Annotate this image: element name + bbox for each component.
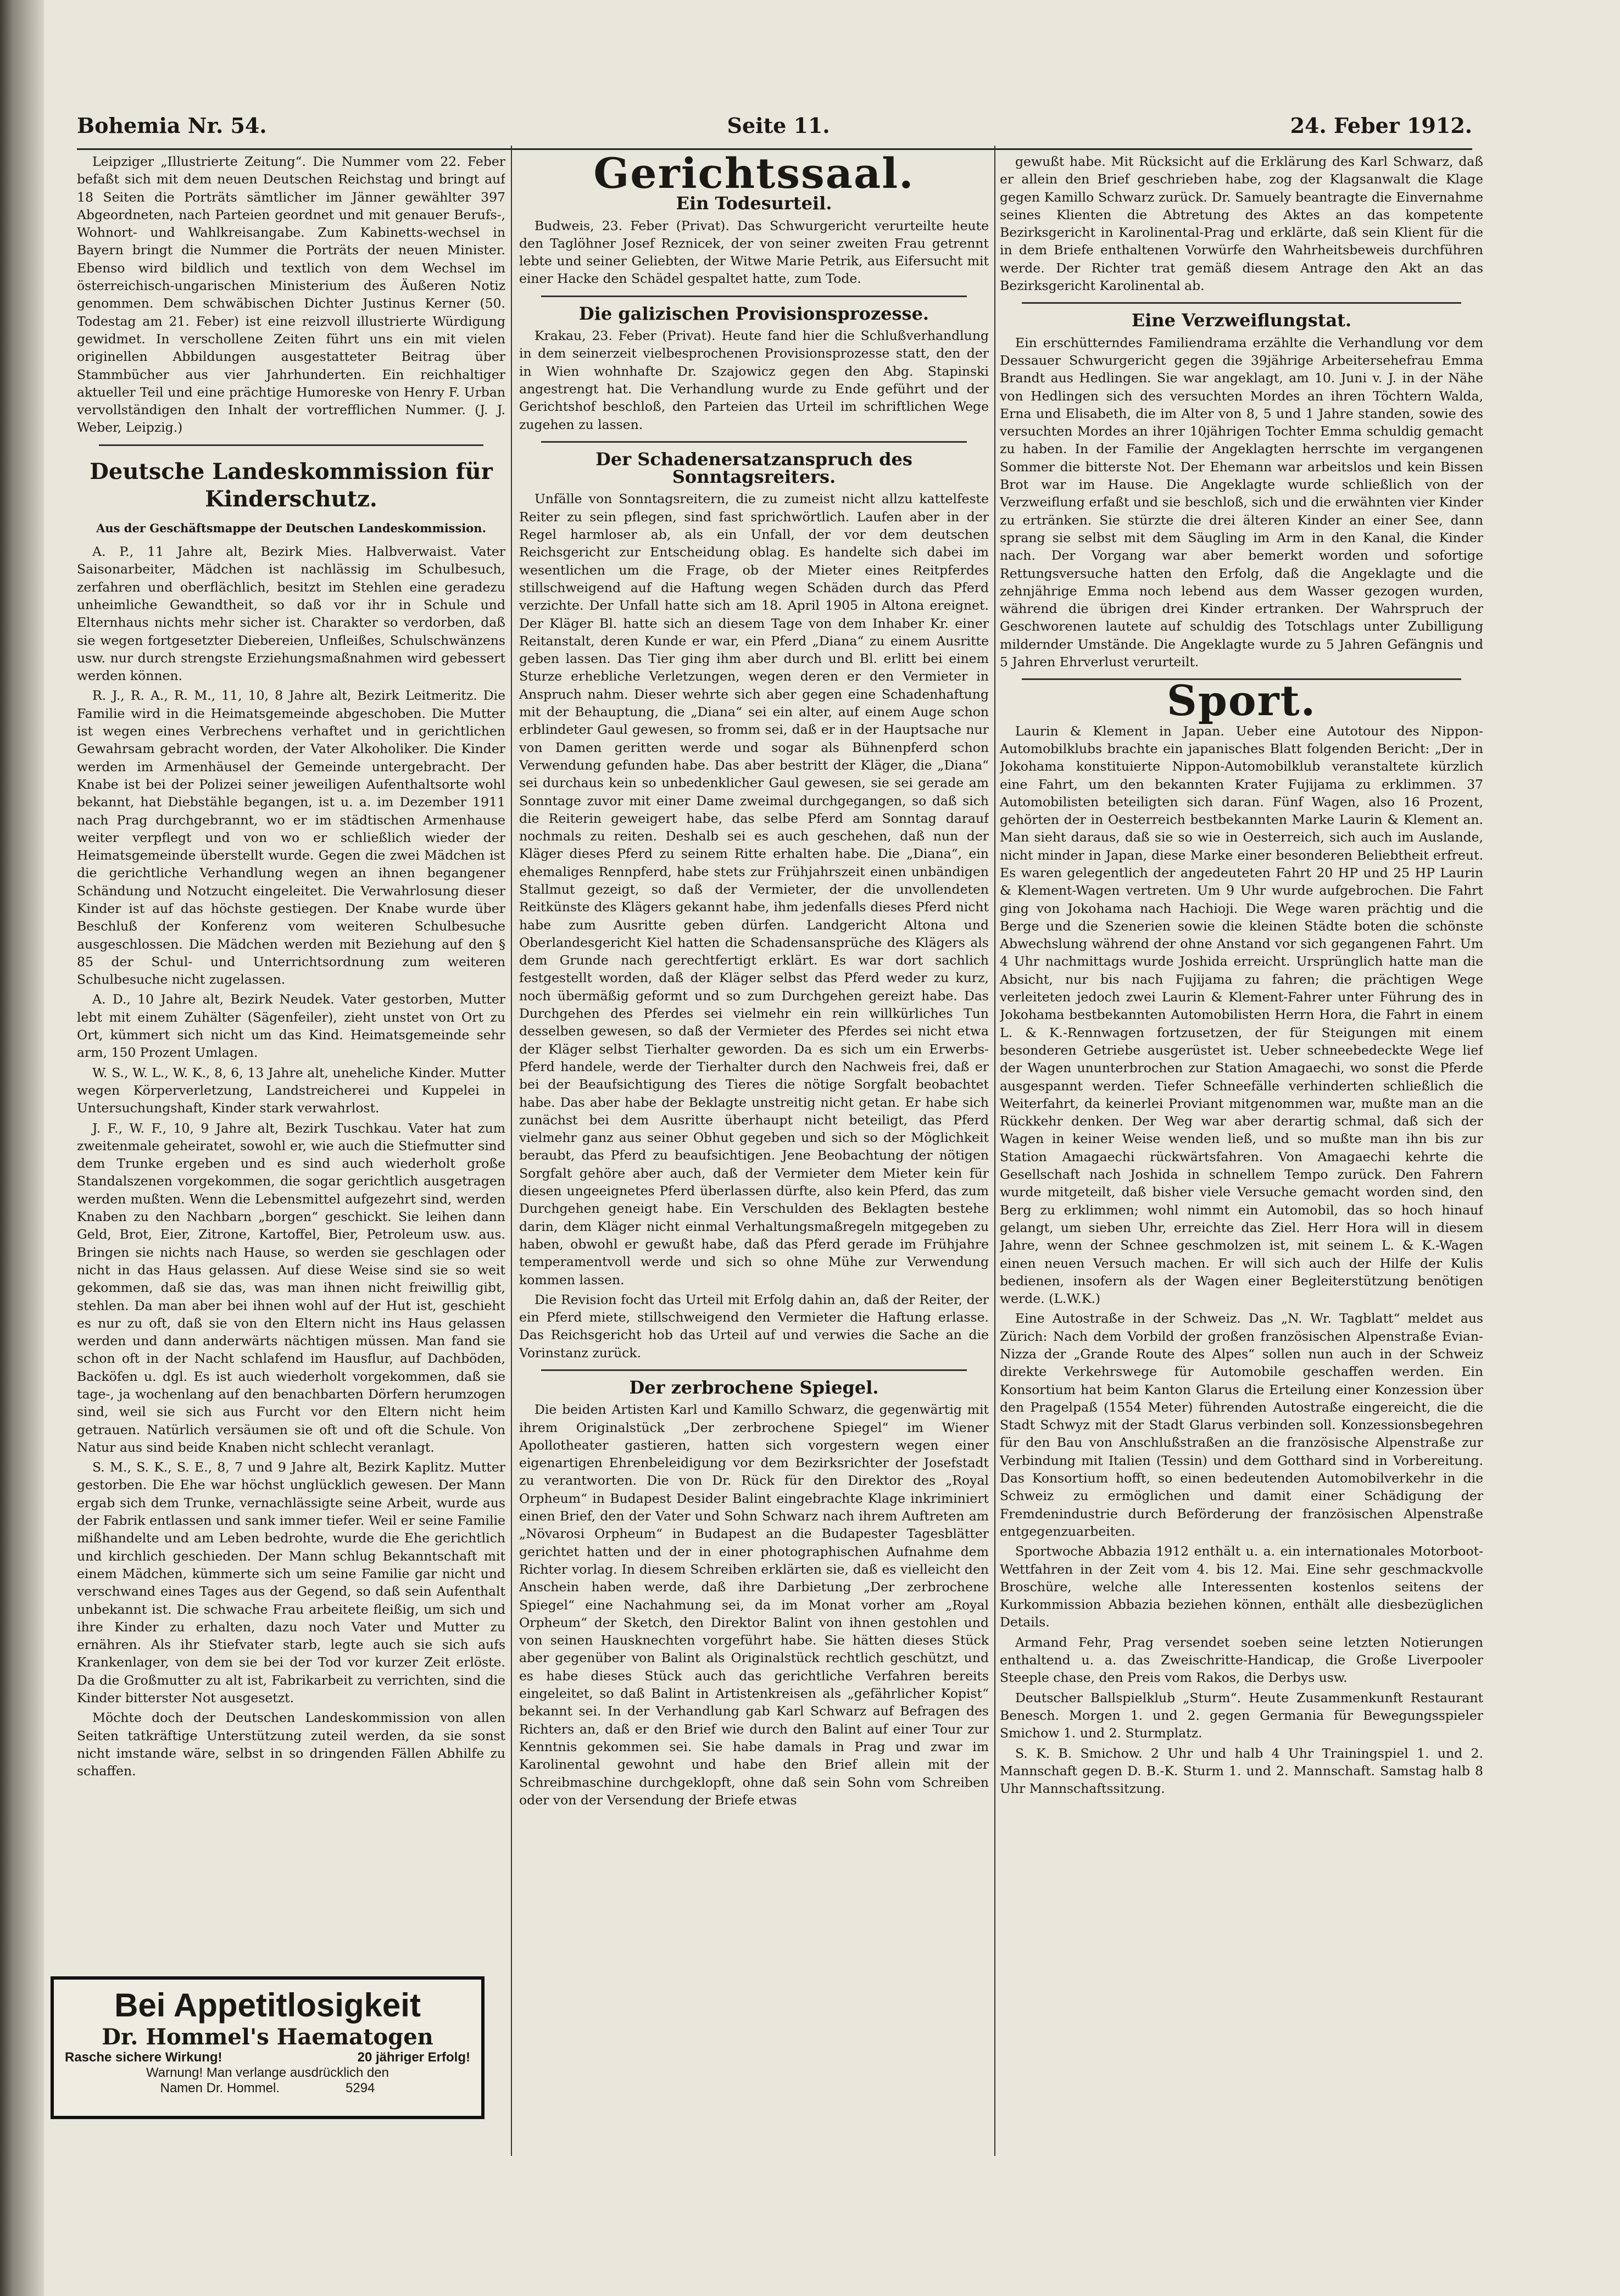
divider [541,1369,967,1371]
header-date: 24. Feber 1912. [1290,113,1472,138]
ad-claim-right: 20 jähriger Erfolg! [357,2050,470,2065]
masthead [77,109,1472,150]
headline-todesurteil: Ein Todesurteil. [676,193,832,214]
headline-sonntagsreiter: Der Schadenersatzanspruch des Sonntagsreiters. [595,448,912,488]
sport-paragraph: Sportwoche Abbazia 1912 enthält u. a. ein internationales Motorboot-Wettfahren in der Zeit vom 4. bis 12. Mai. Eine sehr geschmackvolle Broschüre, welche alle Interessenten kostenlos seitens der Kurkommission Abbazia beziehen können, enthält alle diesbezüglichen Details. [1000,1543,1483,1630]
section-title-gerichtssaal: Gerichtssaal. [593,153,915,198]
header-left: Bohemia Nr. 54. [77,113,267,138]
sport-paragraph: S. K. B. Smichow. 2 Uhr und halb 4 Uhr Trainingspiel 1. und 2. Mannschaft gegen D. B.-K. Sturm 1. und 2. Mannschaft. Samstag halb 8 Uhr Mannschaftssitzung. [1000,1745,1483,1797]
headline-kinderschutz: Deutsche Landeskommission für Kinderschutz. [90,458,493,512]
case-paragraph: J. F., W. F., 10, 9 Jahre alt, Bezirk Tuschkau. Vater hat zum zweitenmale geheiratet, sowohl er, wie auch die Stiefmutter sind dem Trunke ergeben und es sind auch wiederholt große Standalszenen vorgekommen, die sogar gerichtlich ausgetragen werden mußten. Wenn die Lebensmittel aufgezehrt sind, werden Knaben zu den Nachbarn „borgen“ geschickt. Sie leihen dann Geld, Brot, Eier, Zitrone, Kartoffel, Bier, Petroleum usw. aus. Bringen sie nichts nach Hause, so werden sie geschlagen oder nicht in das Haus gelassen. Auf diese Weise sind sie so weit gekommen, daß sie das, was man ihnen nicht freiwillig gibt, stehlen. Da man aber bei ihnen wohl auf der Hut ist, geschieht es nur zu oft, daß sie von den Eltern nicht ins Haus gelassen werden und dann anderwärts nächtigen müssen. Man fand sie schon oft in der Nacht schlafend im Hausflur, auf Dachböden, Backöfen u. dgl. Es ist auch wiederholt vorgekommen, daß sie tage-, ja wochenlang auf den benachbarten Dörfern herumzogen sind, weil sie sich aus Furcht vor den Eltern nicht heim getrauen. Natürlich versäumen sie oft und oft die Schule. Von Natur aus sind beide Knaben nicht schlecht veranlagt. [77,1120,505,1455]
article-paragraph: gewußt habe. Mit Rücksicht auf die Erklärung des Karl Schwarz, daß er allein den Brief geschrieben habe, zog der Klagsanwalt die Klage gegen Kamillo Schwarz zurück. Dr. Samuely beantragte die Einvernahme seines Klienten die Abtretung des Aktes an das kompetente Bezirksgericht in Karolinental-Prag und erklärte, daß sein Klient für die in dem Briefe enthaltenen Vorwürfe den Wahrheitsbeweis durchführen werde. Der Richter trat gemäß diesem Antrage den Akt an das Bezirksgericht Karolinental ab. [1000,154,1483,294]
headline-provisionsprozesse: Die galizischen Provisionsprozesse. [578,303,929,324]
page-binding-edge [0,0,44,2296]
appeal-paragraph: Möchte doch der Deutschen Landeskommission von allen Seiten tatkräftige Unterstützung zuteil werden, da sie sonst nicht imstande wäre, selbst in so dringenden Fällen Abhilfe zu schaffen. [77,1710,505,1779]
headline-spiegel: Der zerbrochene Spiegel. [629,1377,879,1398]
case-paragraph: W. S., W. L., W. K., 8, 6, 13 Jahre alt, uneheliche Kinder. Mutter wegen Körperverletzung, Landstreicherei und Kuppelei in Untersuchungshaft, Kinder stark verwahrlost. [77,1065,505,1116]
case-paragraph: A. D., 10 Jahre alt, Bezirk Neudek. Vater gestorben, Mutter lebt mit einem Zuhälter (Sägenfeiler), zieht unstet von Ort zu Ort, kümmert sich nicht um das Kind. Heimatsgemeinde sehr arm, 150 Prozent Umlagen. [77,991,505,1061]
ad-footer [65,2081,470,2096]
sport-paragraph: Laurin & Klement in Japan. Ueber eine Autotour des Nippon-Automobilklubs brachte ein japanisches Blatt folgenden Bericht: „Der in Jokohama konstituierte Nippon-Automobilklub veranstaltete kürzlich eine Fahrt, um den bekannten Krater Fujijama zu erklimmen. 37 Automobilisten beteiligten sich daran. Fünf Wagen, also 16 Prozent, gehörten der in Oesterreich bestbekannten Marke Laurin & Klement an. Man sieht daraus, daß sie so wie in Oesterreich, sich auch im Auslande, nicht minder in Japan, diese Marke einer besonderen Beliebtheit erfreut. Es waren gelegentlich der angedeuteten Fahrt 20 HP und 25 HP Laurin & Klement-Wagen vertreten. Um 9 Uhr wurde aufgebrochen. Die Fahrt ging von Jokohama nach Hachioji. Die Wege waren prächtig und die Berge und die Szenerien sowie die kleinen Städte boten die schönste Abwechslung während der ohne Anstand vor sich gegangenen Fahrt. Um 4 Uhr nachmittags wurde Joshida erreicht. Ursprünglich hatte man die Absicht, nur bis nach Fujijama zu fahren; die prächtigen Wege verleiteten jedoch zwei Laurin & Klement-Fahrer unter Führung des in Jokohama bestbekannten Automobilisten Herrn Hora, die Fahrt in einem L. & K.-Rennwagen fortzusetzen, der für Steigungen mit einem besonderen Getriebe ausgerüstet ist. Ueber schneebedeckte Wege lief der Wagen ununterbrochen zur Station Amagaechi, wo sonst die Pferde ausgespannt werden. Tiefer Schneefälle verhinderten schließlich die Weiterfahrt, da keinerlei Proviant mitgenommen war, mußte man an die Rückkehr denken. Der Weg war aber derartig schmal, daß sich der Wagen in keiner Weise wenden ließ, und so mußte man ihn bis zur Station Amagaechi rückwärtsfahren. Von Amagaechi kehrte die Gesellschaft nach Joshida in schnellem Tempo zurück. Den Fahrern wurde mitgeteilt, daß bisher viele Versuche gemacht worden sind, den Berg zu erklimmen; wohl nimmt ein Automobil, das so hoch hinauf gelangt, um sieben Uhr, erreichte das Ziel. Herr Hora will in diesem Jahre, wenn der Schnee geschmolzen ist, mit seinem L. & K.-Wagen einen neuen Versuch machen. Er will sich auch der Hilfe der Kulis bedienen, insofern als der Wagen einer Begleiterstützung benötigen werde. (L.W.K.) [1000,723,1483,1307]
ad-product: Dr. Hommel's Haematogen [102,2024,433,2050]
article-paragraph: Krakau, 23. Feber (Privat). Heute fand hier die Schlußverhandlung in dem seinerzeit vielbesprochenen Provisionsprozesse statt, den der in Wien wohnhafte Dr. Szajowicz gegen den Abg. Stapinski angestrengt hat. Die Verhandlung wurde zu Ende geführt und der Gerichtshof beschloß, den Parteien das Urteil im schriftlichen Wege zugehen zu lassen. [519,328,989,432]
divider [541,441,967,443]
column-1 [77,153,505,2130]
subheadline-kinderschutz: Aus der Geschäftsmappe der Deutschen Landeskommission. [96,521,486,535]
article-paragraph: Die Revision focht das Urteil mit Erfolg dahin an, daß der Reiter, der ein Pferd miete, stillschweigend den Vermieter die Haftung erlasse. Das Reichsgericht hob das Urteil auf und verwies die Sache an die Vorinstanz zurück. [519,1291,989,1361]
ad-claim-left: Rasche sichere Wirkung! [65,2050,222,2065]
sport-paragraph: Armand Fehr, Prag versendet soeben seine letzten Notierungen enthaltend u. a. das Zweischritte-Handicap, die Große Liverpooler Steeple chase, den Preis vom Rakos, die Derbys usw. [1000,1634,1483,1686]
article-paragraph: Ein erschütterndes Familiendrama erzählte die Verhandlung vor dem Dessauer Schwurgericht gegen die 39jährige Arbeitersehefrau Emma Brandt aus Hedlingen. Sie war angeklagt, am 10. Juni v. J. in der Nähe von Hedlingen sich des versuchten Mordes an ihren Töchtern Walda, Erna und Elisabeth, die im Alter von 8, 5 und 1 Jahre standen, sowie des versuchten Mordes an ihrer 10jährigen Tochter Emma schuldig gemacht zu haben. In der Familie der Angeklagten herrschte im vergangenen Sommer die bitterste Not. Der Ehemann war arbeitslos und kein Bissen Brot war im Hause. Die Angeklagte wurde schließlich von der Verzweiflung erfaßt und sie beschloß, sich und die erwähnten vier Kinder zu ertränken. Sie stürzte die drei älteren Kinder an einer See, dann sprang sie selbst mit dem Säugling im Arm in den Kanal, die Kinder nach. Der Vorgang war aber bemerkt worden und sofortige Rettungsversuche hatten den Erfolg, daß die Angeklagte und die zehnjährige Emma noch lebend aus dem Wasser gezogen wurden, während die übrigen drei Kinder ertranken. Der Wahrspruch der Geschworenen lautete auf schuldig des Totschlags unter Zubilligung mildernder Umstände. Die Angeklagte wurde zu 5 Jahren Gefängnis und 5 Jahren Ehrverlust verurteilt. [1000,335,1483,670]
divider [1022,302,1461,304]
case-paragraph: A. P., 11 Jahre alt, Bezirk Mies. Halbverwaist. Vater Saisonarbeiter, Mädchen ist nachlässig im Schulbesuch, zerfahren und oberflächlich, besitzt im Stehlen eine geradezu unheimliche Gewandtheit, so daß vor ihr in Schule und Elternhaus nichts mehr sicher ist. Charakter so verdorben, daß sie wegen fortgesetzter Diebereien, Unfleißes, Schulschwänzens usw. nur durch strengste Erziehungsmaßnahmen wird gebessert werden können. [77,544,505,684]
column-2 [519,153,989,2174]
advertisement-haematogen [51,1976,485,2119]
column-rule-2 [994,146,995,2156]
article-paragraph: Die beiden Artisten Karl und Kamillo Schwarz, die gegenwärtig mit ihrem Originalstück „Der zerbrochene Spiegel“ im Wiener Apollotheater gastieren, hatten sich vorgestern wegen einer eigenartigen Ehrenbeleidigung vor dem Bezirksrichter der Josefstadt zu verantworten. Die von Dr. Rück für den Direktor des „Royal Orpheum“ in Budapest Desider Balint eingebrachte Klage inkriminiert einen Brief, den der Vater und Sohn Schwarz nach ihrem Auftreten am „Növarosi Orpheum“ in Budapest an die Budapester Tagesblätter gerichtet hatten und der in einer photographischen Aufnahme dem Richter vorlag. In diesem Schreiben erklärten sie, daß es vielleicht den Anschein haben werde, daß ihre Darbietung „Der zerbrochene Spiegel“ eine Nachahmung sei, da im Monat vorher am „Royal Orpheum“ der Sketch, den Direktor Balint von ihnen gestohlen und von seinen Hausknechten vorgeführt habe. Sie hätten dieses Stück aber gegenüber von Balint als Originalstück rechtlich geschützt, und es habe dieses Stück auch das gerichtliche Verfahren bereits eingeleitet, so daß Balint in Artistenkreisen als „gefährlicher Kopist“ bekannt sei. In der Verhandlung gab Karl Schwarz auf Befragen des Richters an, daß er den Brief wie durch den Balint auf einer Tour zur Kenntnis gekommen sei. Sie habe damals in Prag und zwar im Karolinental gewohnt und habe den Brief allein mit der Schreibmaschine durchgeklopft, ohne daß sein Sohn vom Schreiben oder von der Versendung der Briefe etwas [519,1402,989,1808]
ad-name: Namen Dr. Hommel. [160,2081,280,2096]
article-paragraph: Unfälle von Sonntagsreitern, die zu zumeist nicht allzu kattelfeste Reiter zu sein pflegen, sind fast sprichwörtlich. Laufen aber in der Regel harmloser ab, als ein Unfall, der vor dem deutschen Reichsgericht zur Entscheidung oblag. Es handelte sich dabei im wesentlichen um die Frage, ob der Mieter eines Reitpferdes stillschweigend auf die Haftung wegen Schäden durch das Pferd verzichte. Der Unfall hatte sich am 18. April 1905 in Altona ereignet. Der Kläger Bl. hatte sich an diesem Tage von dem Inhaber Kr. einer Reitanstalt, deren Kunde er war, ein Pferd „Diana“ zu einem Ausritte geben lassen. Das Tier ging ihm aber durch und Bl. erlitt bei einem Sturze erhebliche Verletzungen, wegen deren er den Vermieter in Anspruch nahm. Dieser wehrte sich aber gegen eine Schadenhaftung mit der Behauptung, die „Diana“ sei ein alter, auf einem Auge schon erblindeter Gaul gewesen, so fromm sei, daß er in der Hauptsache nur von Damen geritten werde und sogar als Bühnenpferd schon Verwendung gefunden habe. Das aber bestritt der Kläger, die „Diana“ sei durchaus kein so unbedenklicher Gaul gewesen, sie sei gerade am Sonntage zuvor mit einer Dame zweimal durchgegangen, so daß sich die Reiterin geweigert habe, das selbe Pferd am Sonntag darauf nochmals zu reiten. Deshalb sei es auch geschehen, daß nun der Kläger dieses Pferd zu seinem Ritte erhalten habe. Die „Diana“, ein ehemaliges Rennpferd, habe stets zur Frühjahrszeit einen unbändigen Stallmut gezeigt, so daß der Vermieter, der die unvollendeten Reitkünste des Klägers gekannt habe, ihm jedenfalls dieses Pferd nicht habe zum Ausritte geben dürfen. Landgericht Altona und Oberlandesgericht Kiel hatten die Schadensansprüche des Klägers als dem Grunde nach gerechtfertigt erklärt. Es war dort sachlich festgestellt worden, daß der Kläger selbst das Pferd weder zu kurz, noch übermäßig geformt und so zum Durchgehen gereizt habe. Das Durchgehen des Pferdes sei vielmehr ein rein willkürliches Tun desselben gewesen, so daß der Vermieter des Pferdes sei nicht etwa der Kläger selbst Tierhalter geworden. Da es sich um ein Erwerbs-Pferd handele, werde der Tierhalter durch den Nachweis frei, daß er bei der Beaufsichtigung des Tieres die nötige Sorgfalt beobachtet habe. Das aber habe der Beklagte unstreitig nicht getan. Er habe sich zunächst bei dem Ausritte überhaupt nicht beteiligt, das Pferd vielmehr ganz aus seiner Obhut gegeben und sich so der Möglichkeit beraubt, das Pferd zu beaufsichtigen. Jene Beobachtung der nötigen Sorgfalt gehöre aber auch, daß der Vermieter dem Mieter kein für diesen ungeeignetes Pferd überlassen dürfte, also kein Pferd, das zum Durchgehen geneigt habe. Ein Verschulden des Beklagten bestehe darin, dem Kläger nicht einmal Verhaltungsmaßregeln mitgegeben zu haben, obwohl er gewußt habe, daß das Pferd gerade im Frühjahre temperamentvoll werde und sich so ohne Mühe zur Verwendung kommen lassen. [519,491,989,1288]
divider [541,296,967,297]
sport-paragraph: Deutscher Ballspielklub „Sturm“. Heute Zusammenkunft Restaurant Benesch. Morgen 1. und 2. gegen Germania für Bewegungsspieler Smichow 1. und 2. Sturmplatz. [1000,1690,1483,1741]
ad-claims [65,2050,470,2065]
headline-verzweiflungstat: Eine Verzweiflungstat. [1131,310,1352,331]
section-title-sport: Sport. [1166,676,1317,726]
ad-warning: Warnung! Man verlange ausdrücklich den [146,2065,389,2080]
column-rule-1 [511,146,512,2156]
article-illustrierte-zeitung: Leipziger „Illustrierte Zeitung“. Die Nummer vom 22. Feber befaßt sich mit dem neuen Deutschen Reichstag und bringt auf 18 Seiten die Porträts sämtlicher im Jänner gewählter 397 Abgeordneten, nach Parteien geordnet und mit genauer Berufs-, Wohnort- und Wahlkreisangabe. Zum Kabinetts-wechsel in Bayern bringt die Nummer die Porträts der neuen Minister. Ebenso wird bildlich und textlich von dem Wechsel im österreichisch-ungarischen Ministerium des Äußeren Notiz genommen. Dem schwäbischen Dichter Justinus Kerner (50. Todestag am 21. Feber) ist eine reizvoll illustrierte Würdigung gewidmet. In verschollene Zeiten führt uns ein mit vielen originellen Abbildungen ausgestatteter Beitrag über Stammbücher aus vier Jahrhunderten. Ein reichhaltiger aktueller Teil und eine prächtige Humoreske von Henry F. Urban vervollständigen den Inhalt der vortrefflichen Nummer. (J. J. Weber, Leipzig.) [77,154,505,436]
sport-paragraph: Eine Autostraße in der Schweiz. Das „N. Wr. Tagblatt“ meldet aus Zürich: Nach dem Vorbild der großen französischen Alpenstraße Evian-Nizza der „Grande Route des Alpes“ sollen nun auch in der Schweiz direkte Verkehrswege für Automobile geschaffen werden. Ein Konsortium hat beim Kanton Glarus die Erteilung einer Konzession über den Pragelpaß (1554 Meter) führenden Autostraße eingereicht, die die Stadt Schwyz mit der Stadt Glarus verbinden soll. Konzessionsbegehren für den Bau von Anschlußstraßen an die französische Alpenstraße zur Verbindung mit Italien (Tessin) und dem Gotthard sind in Vorbereitung. Das Konsortium hofft, so einen bedeutenden Automobilverkehr in die Schweiz zu ermöglichen und damit einer Schädigung der Fremdenindustrie durch Beförderung der französischen Alpenstraße entgegenzuarbeiten. [1000,1311,1483,1539]
case-paragraph: R. J., R. A., R. M., 11, 10, 8 Jahre alt, Bezirk Leitmeritz. Die Familie wird in die Heimatsgemeinde abgeschoben. Die Mutter ist wegen eines Verbrechens verhaftet und in gerichtlichen Gewahrsam gebracht worden, der Vater Alkoholiker. Die Kinder werden im Armenhäusel der Gemeinde untergebracht. Der Knabe ist bei der Polizei seiner jeweiligen Aufenthaltsorte wohl bekannt, hat Diebstähle begangen, ist u. a. im Dezember 1911 nach Prag durchgebrannt, wo er im städtischen Armenhause weiter verpflegt und von wo er schließlich wieder der Heimatsgemeinde überstellt wurde. Gegen die zwei Mädchen ist die gerichtliche Verhandlung wegen an ihnen begangener Schändung und Notzucht eingeleitet. Die Verwahrlosung dieser Kinder ist auf das höchste gestiegen. Der Knabe wurde über Beschluß der Konferenz vom weiteren Schulbesuche ausgeschlossen. Die Mädchen werden mit Beziehung auf den § 85 der Schul- und Unterrichtsordnung zum weiteren Schulbesuche nicht zugelassen. [77,688,505,988]
ad-headline: Bei Appetitlosigkeit [114,1987,421,2024]
header-page-number: Seite 11. [727,113,830,138]
column-3 [1000,153,1483,2108]
case-paragraph: S. M., S. K., S. E., 8, 7 und 9 Jahre alt, Bezirk Kaplitz. Mutter gestorben. Die Ehe war höchst unglücklich gewesen. Der Mann ergab sich dem Trunke, vernachlässigte seine Arbeit, wurde aus der Fabrik entlassen und sank immer tiefer. Weil er seine Familie mißhandelte und am Leben bedrohte, wurde die Ehe gerichtlich und kirchlich geschieden. Der Mann schlug Bekanntschaft mit einem Mädchen, kümmerte sich um seine Familie gar nicht und verschwand eines Tages aus der Gegend, so daß sein Aufenthalt unbekannt ist. Die schwache Frau arbeitete fleißig, um sich und ihre Kinder zu erhalten, dazu noch Vater und Mutter zu ernähren. Als ihr Stiefvater starb, legte auch sie sich aufs Krankenlager, von dem sie bei der Tod vor kurzer Zeit erlöste. Da die Großmutter zu alt ist, Fabrikarbeit zu verrichten, sind die Kinder bitterster Not ausgesetzt. [77,1459,505,1706]
article-paragraph: Budweis, 23. Feber (Privat). Das Schwurgericht verurteilte heute den Taglöhner Josef Reznicek, der von seiner zweiten Frau getrennt lebte und seiner Geliebten, der Witwe Marie Petrik, aus Eifersucht mit einer Hacke den Schädel gespaltet hatte, zum Tode. [519,218,989,287]
ad-code: 5294 [346,2081,375,2096]
divider [99,444,483,446]
